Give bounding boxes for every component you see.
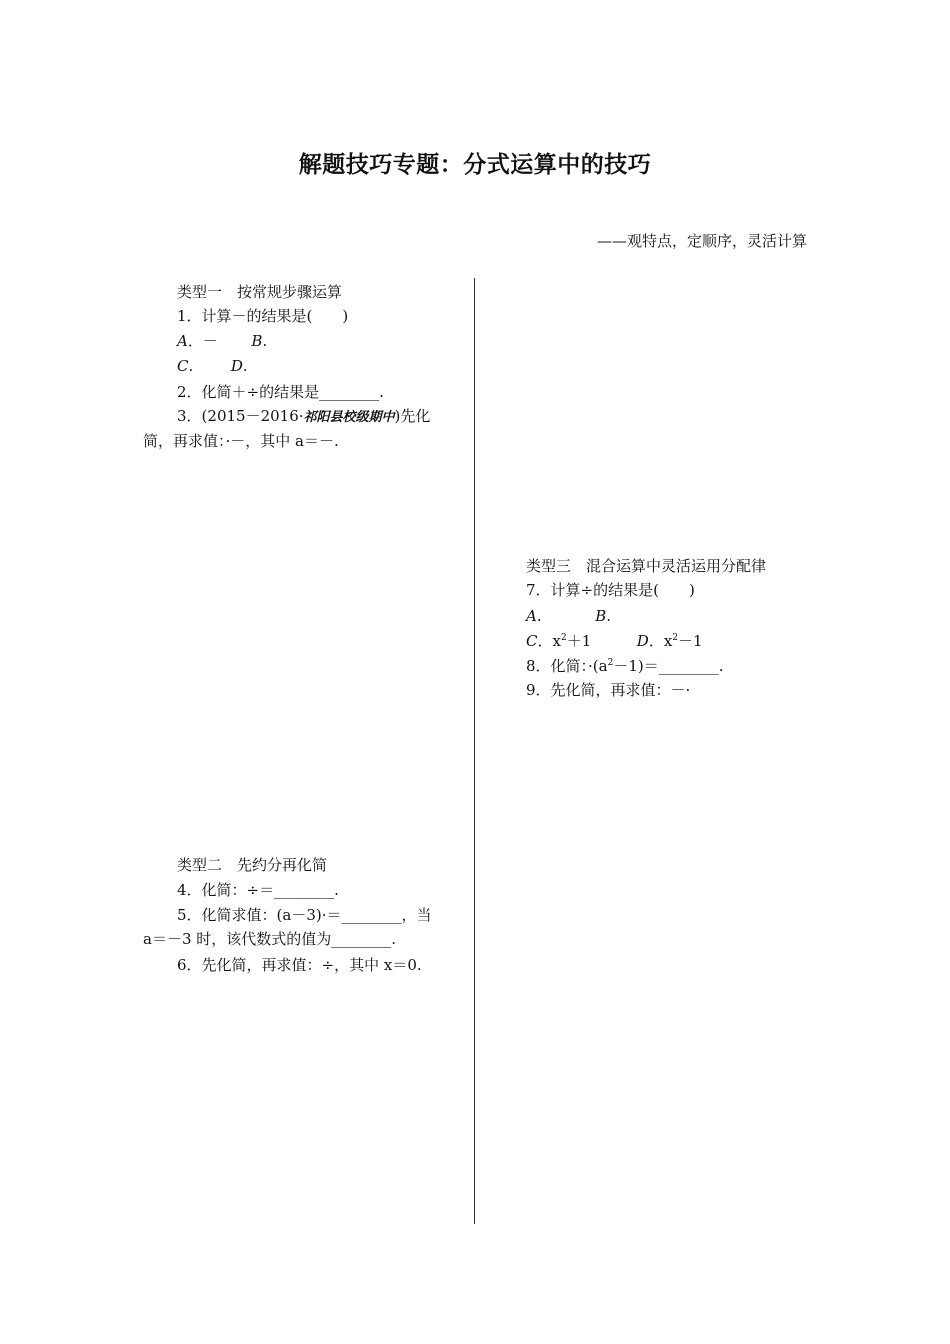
question-5-line1: 5．化简求值：(a－3)·＝________，当 — [177, 906, 432, 924]
question-3-line2: 简，再求值：·－，其中 a＝－. — [143, 432, 339, 450]
subtitle: ——观特点，定顺序，灵活计算 — [596, 232, 807, 250]
question-2: 2．化简＋÷的结果是________. — [177, 383, 384, 401]
question-1: 1．计算－的结果是( ) — [177, 307, 349, 325]
q7-option-d-label: D — [636, 632, 649, 650]
q7-option-d-text: ．x — [648, 632, 673, 650]
q8-prefix: 8．化简：·(a — [526, 657, 608, 675]
q1-option-a-text: ．－ — [187, 332, 218, 350]
question-1-options-ab — [177, 330, 267, 352]
q1-option-c-label: C — [177, 357, 189, 375]
question-1-options-cd — [177, 355, 248, 377]
question-6: 6．先化简，再求值：÷，其中 x＝0. — [177, 956, 422, 974]
type1-heading: 类型一 按常规步骤运算 — [177, 283, 343, 301]
q7-option-d-tail: －1 — [678, 632, 703, 650]
question-7-options-ab — [526, 605, 611, 627]
q1-option-b-text: . — [262, 332, 268, 350]
q7-option-c-exponent: 2 — [560, 633, 567, 643]
column-divider — [474, 278, 475, 1224]
q1-option-d-text: . — [242, 357, 248, 375]
question-7: 7．计算÷的结果是( ) — [526, 581, 695, 599]
q7-option-c-tail: ＋1 — [566, 632, 592, 650]
q7-option-c-text: ．x — [537, 632, 561, 650]
type3-heading: 类型三 混合运算中灵活运用分配律 — [526, 557, 767, 575]
question-9: 9．先化简，再求值：－· — [526, 681, 691, 699]
q7-option-b-text: . — [606, 607, 611, 625]
q1-option-a-label: A — [177, 332, 188, 350]
q7-option-b-label: B — [595, 607, 607, 625]
q7-option-c-label: C — [526, 632, 538, 650]
question-8 — [526, 655, 724, 677]
question-4: 4．化简：÷＝________. — [177, 881, 339, 899]
q1-option-b-label: B — [251, 332, 263, 350]
q3-source: 祁阳县校级期中 — [303, 410, 395, 425]
type2-heading: 类型二 先约分再化简 — [177, 856, 328, 874]
q3-prefix: 3．(2015－2016· — [177, 407, 304, 425]
q1-option-d-label: D — [230, 357, 243, 375]
question-5-line2: a＝－3 时，该代数式的值为________. — [143, 930, 397, 948]
question-3-line1 — [177, 405, 430, 429]
q8-exponent: 2 — [607, 658, 614, 668]
q7-option-a-text: . — [536, 607, 542, 625]
q7-option-d-exponent: 2 — [672, 633, 679, 643]
q3-suffix: )先化 — [394, 407, 431, 425]
question-7-options-cd — [526, 630, 703, 652]
q1-option-c-text: . — [188, 357, 194, 375]
q8-suffix: －1)＝________. — [613, 657, 724, 675]
q7-option-a-label: A — [526, 607, 537, 625]
page-title: 解题技巧专题：分式运算中的技巧 — [298, 152, 652, 178]
